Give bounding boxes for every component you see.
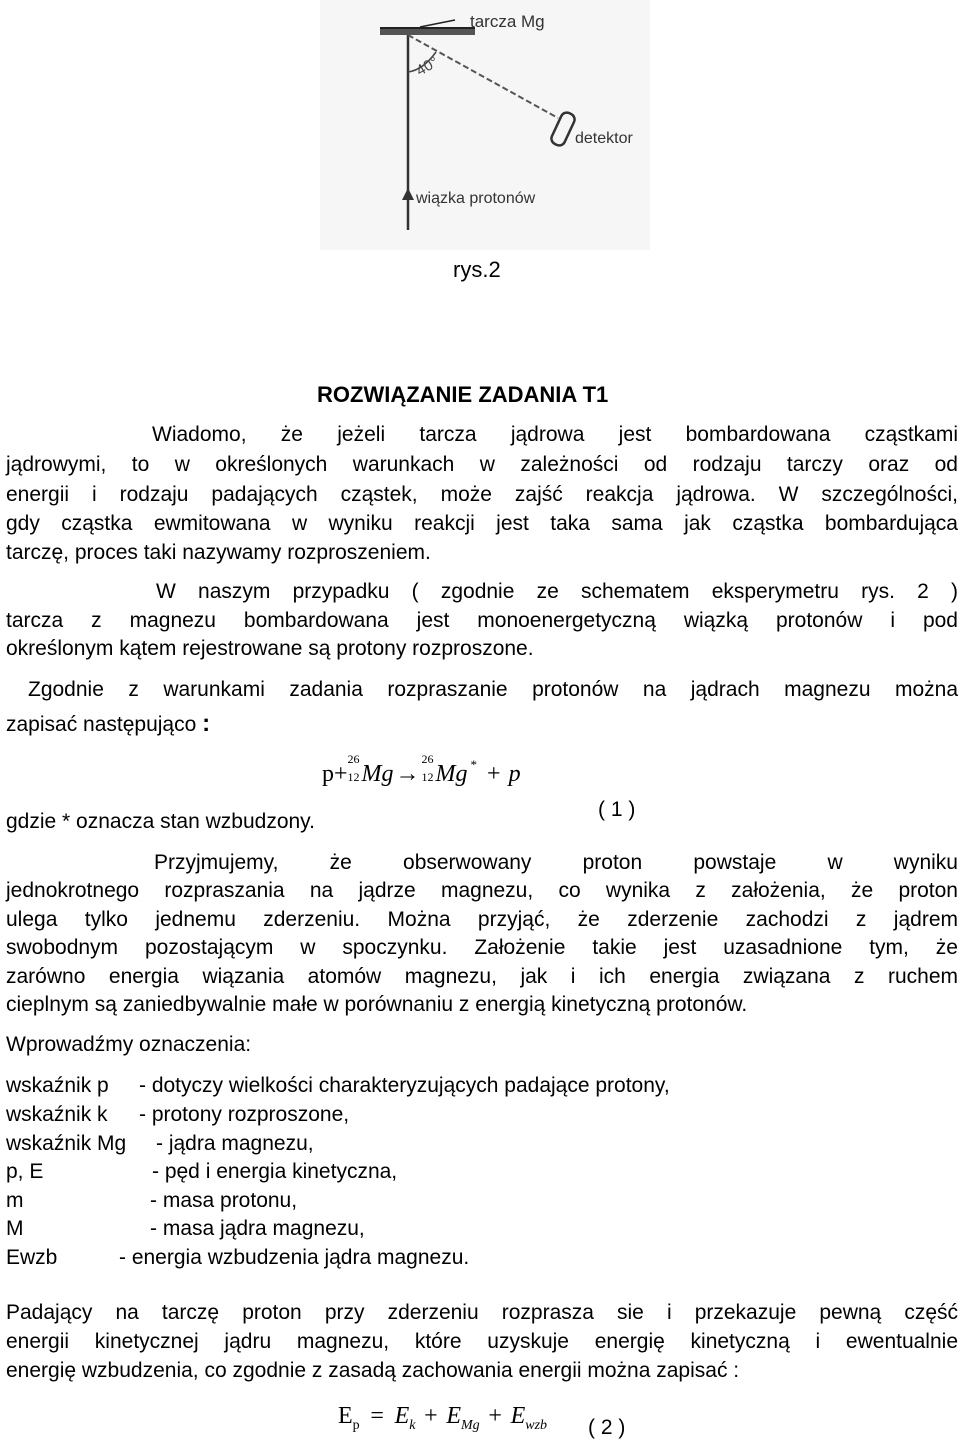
notation-item — [6, 1075, 670, 1096]
target-plate — [380, 28, 475, 35]
equation-2-number: ( 2 ) — [588, 1416, 626, 1439]
eq1-mass-number: 26 — [347, 752, 360, 766]
figure-caption: rys.2 — [453, 257, 501, 282]
notation-item — [6, 1218, 365, 1239]
notation-desc: - protony rozproszone, — [139, 1103, 350, 1126]
eq2-plus: + — [488, 1403, 502, 1429]
para2-line: tarcza z magnezu bombardowana jest monoenergetyczną wiązką protonów i pod — [6, 609, 958, 632]
notation-symbol: Ewzb — [6, 1246, 58, 1269]
para1-line: jądrowymi, to w określonych warunkach w zależności od rodzaju tarczy oraz od — [6, 453, 958, 476]
eq2-sub-mg: Mg — [461, 1417, 480, 1433]
beam-label: wiązka protonów — [416, 190, 536, 207]
eq2-energy-p: E — [338, 1403, 353, 1429]
para1-line: tarczę, proces taki nazywamy rozproszeniem. — [6, 541, 431, 564]
eq1-atomic-number: 12 — [347, 770, 360, 784]
notation-symbol: wskaźnik k — [6, 1103, 108, 1126]
para3-line: Zgodnie z warunkami zadania rozpraszanie protonów na jądrach magnezu można — [28, 678, 958, 701]
para5-line: energię wzbudzenia, co zgodnie z zasadą zachowania energii można zapisać : — [6, 1359, 740, 1382]
notation-desc: - energia wzbudzenia jądra magnezu. — [119, 1246, 470, 1269]
eq1-proton-out: p — [508, 761, 521, 787]
equation-1-number: ( 1 ) — [598, 798, 636, 821]
target-label: tarcza Mg — [470, 12, 545, 31]
eq1-nuclide-2 — [421, 752, 468, 787]
para4-line: ulega tylko jednemu zderzeniu. Można przyjąć, że zderzenie zachodzi z jądrem — [6, 908, 958, 931]
para2-line: W naszym przypadku ( zgodnie ze schematem eksperymetru rys. 2 ) — [156, 580, 958, 603]
para2-line: określonym kątem rejestrowane są protony rozproszone. — [6, 637, 534, 660]
eq1-proton: p+ — [322, 761, 348, 787]
eq1-mass-number: 26 — [421, 752, 434, 766]
para1-line: Wiadomo, że jeżeli tarcza jądrowa jest bombardowana cząstkami — [152, 423, 958, 446]
experiment-diagram — [320, 0, 650, 250]
eq2-energy-k: E — [394, 1403, 410, 1429]
notation-desc: - pęd i energia kinetyczna, — [152, 1160, 398, 1183]
eq1-element: Mg — [435, 761, 468, 787]
eq2-energy-mg: E — [446, 1403, 462, 1429]
para3-line — [6, 712, 210, 736]
eq1-arrow: → — [395, 761, 420, 787]
notation-intro: Wprowadźmy oznaczenia: — [6, 1033, 252, 1056]
notation-symbol: wskaźnik Mg — [6, 1132, 127, 1155]
notation-desc: - dotyczy wielkości charakteryzujących padające protony, — [139, 1074, 670, 1097]
notation-item — [6, 1247, 469, 1268]
notation-item — [6, 1133, 314, 1154]
para4-line: Przyjmujemy, że obserwowany proton powstaje w wyniku — [154, 851, 958, 874]
equation-2 — [338, 1404, 547, 1433]
eq2-plus: + — [424, 1403, 438, 1429]
para3-text: zapisać następująco — [6, 713, 197, 736]
eq2-energy-wzb: E — [510, 1403, 526, 1429]
notation-desc: - masa protonu, — [150, 1189, 298, 1212]
equation-1 — [322, 752, 521, 787]
para4-line: swobodnym pozostającym w spoczynku. Założenie takie jest uzasadnione tym, że — [6, 936, 958, 959]
notation-item — [6, 1161, 397, 1182]
notation-item — [6, 1190, 297, 1211]
experiment-figure — [320, 0, 650, 250]
eq2-sub-p: p — [352, 1417, 360, 1433]
eq1-nuclide-1 — [347, 752, 394, 787]
para4-line: zarówno energia wiązania atomów magnezu, jak i ich energia związana z ruchem — [6, 965, 958, 988]
eq1-atomic-number: 12 — [421, 770, 434, 784]
notation-desc: - masa jądra magnezu, — [150, 1217, 365, 1240]
para1-line: energii i rodzaju padających cząstek, może zajść reakcja jądrowa. W szczególności, — [6, 483, 958, 506]
eq1-plus: + — [487, 761, 501, 787]
eq1-excited-star: * — [470, 757, 478, 772]
page-title: ROZWIĄZANIE ZADANIA T1 — [317, 382, 609, 407]
angle-label: 40° — [413, 53, 442, 80]
detector-label: detektor — [575, 130, 633, 147]
eq2-sub-k: k — [409, 1417, 416, 1433]
notation-symbol: M — [6, 1217, 24, 1240]
para3-colon: : — [202, 710, 211, 737]
excited-state-note: gdzie * oznacza stan wzbudzony. — [6, 810, 315, 833]
notation-symbol: wskaźnik p — [6, 1074, 109, 1097]
para1-line: gdy cząstka ewmitowana w wyniku reakcji jest taka sama jak cząstka bombardująca — [6, 512, 958, 535]
para4-line: cieplnym są zaniedbywalnie małe w porównaniu z energią kinetyczną protonów. — [6, 993, 748, 1016]
eq2-sub-wzb: wzb — [525, 1417, 548, 1433]
para5-line: Padający na tarczę proton przy zderzeniu rozprasza sie i przekazuje pewną część — [6, 1301, 958, 1324]
notation-item — [6, 1104, 349, 1125]
notation-desc: - jądra magnezu, — [156, 1132, 314, 1155]
para4-line: jednokrotnego rozpraszania na jądrze magnezu, co wynika z założenia, że proton — [6, 879, 958, 902]
para5-line: energii kinetycznej jądru magnezu, które uzyskuje energię kinetyczną i ewentualnie — [6, 1330, 958, 1353]
eq2-equals: = — [370, 1403, 384, 1429]
notation-symbol: m — [6, 1189, 24, 1212]
eq1-element: Mg — [361, 761, 394, 787]
notation-symbol: p, E — [6, 1160, 44, 1183]
